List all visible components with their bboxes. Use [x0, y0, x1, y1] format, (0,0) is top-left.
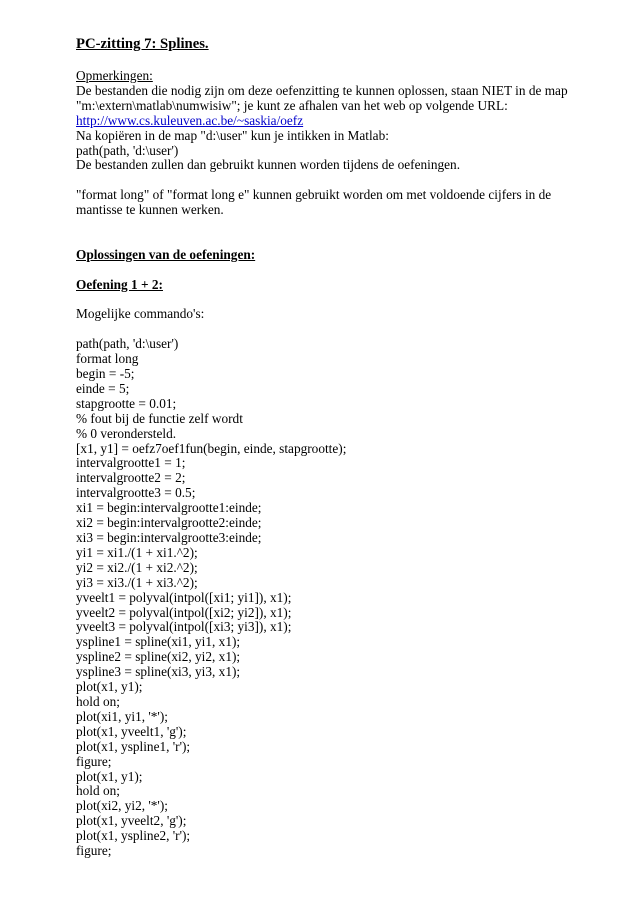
code-line: [x1, y1] = oefz7oef1fun(begin, einde, stapgrootte); [76, 440, 347, 456]
code-line: plot(x1, yspline2, 'r'); [76, 828, 191, 844]
code-line: stapgrootte = 0.01; [76, 395, 177, 411]
remarks-line: "m:\extern\matlab\numwisiw"; je kunt ze afhalen van het web op volgende URL: [76, 97, 508, 113]
code-line: xi2 = begin:intervalgrootte2:einde; [76, 515, 262, 531]
instruction-line: Na kopiëren in de map "d:\user" kun je intikken in Matlab: [76, 127, 389, 143]
code-line: yveelt1 = polyval(intpol([xi1; yi1]), x1); [76, 589, 292, 605]
solutions-heading: Oplossingen van de oefeningen: [76, 246, 256, 262]
code-line: yspline2 = spline(xi2, yi2, x1); [76, 649, 241, 665]
code-line: yi2 = xi2./(1 + xi2.^2); [76, 559, 198, 575]
code-line: plot(x1, y1); [76, 768, 143, 784]
code-line: einde = 5; [76, 380, 130, 396]
remarks-heading: Opmerkingen: [76, 68, 153, 83]
instruction-line: De bestanden zullen dan gebruikt kunnen worden tijdens de oefeningen. [76, 157, 461, 173]
code-line: yveelt3 = polyval(intpol([xi3; yi3]), x1); [76, 619, 292, 635]
code-line: plot(xi2, yi2, '*'); [76, 798, 168, 814]
code-line: path(path, 'd:\user') [76, 336, 179, 352]
code-line: hold on; [76, 783, 120, 799]
code-line: plot(xi1, yi1, '*'); [76, 708, 168, 724]
instruction-line: path(path, 'd:\user') [76, 142, 179, 158]
commands-intro: Mogelijke commando's: [76, 306, 205, 322]
code-line: intervalgrootte2 = 2; [76, 470, 186, 486]
exercise-heading: Oefening 1 + 2: [76, 276, 163, 292]
code-line: format long [76, 351, 139, 367]
download-url-link[interactable]: http://www.cs.kuleuven.ac.be/~saskia/oefz [76, 112, 304, 128]
code-line: plot(x1, yveelt1, 'g'); [76, 723, 187, 739]
code-line: % fout bij de functie zelf wordt [76, 410, 243, 426]
code-line: intervalgrootte1 = 1; [76, 455, 186, 471]
code-line: % 0 verondersteld. [76, 425, 177, 441]
document-title: PC-zitting 7: Splines. [76, 36, 209, 52]
code-line: intervalgrootte3 = 0.5; [76, 485, 196, 501]
code-line: yveelt2 = polyval(intpol([xi2; yi2]), x1); [76, 604, 292, 620]
code-line: figure; [76, 753, 112, 769]
document-page [76, 36, 616, 859]
code-line: begin = -5; [76, 366, 135, 382]
code-line: xi3 = begin:intervalgrootte3:einde; [76, 530, 262, 546]
code-line: yi3 = xi3./(1 + xi3.^2); [76, 574, 198, 590]
code-line: xi1 = begin:intervalgrootte1:einde; [76, 500, 262, 516]
code-line: plot(x1, yspline1, 'r'); [76, 738, 191, 754]
code-line: figure; [76, 843, 112, 859]
format-note-line: mantisse te kunnen werken. [76, 202, 224, 218]
format-note-line: "format long" of "format long e" kunnen gebruikt worden om met voldoende cijfers in de [76, 187, 552, 203]
code-line: plot(x1, yveelt2, 'g'); [76, 813, 187, 829]
code-block [76, 337, 616, 859]
code-line: hold on; [76, 693, 120, 709]
remarks-line: De bestanden die nodig zijn om deze oefenzitting te kunnen oplossen, staan NIET in de map [76, 82, 568, 98]
code-line: yspline3 = spline(xi3, yi3, x1); [76, 664, 241, 680]
code-line: yi1 = xi1./(1 + xi1.^2); [76, 544, 198, 560]
code-line: yspline1 = spline(xi1, yi1, x1); [76, 634, 241, 650]
code-line: plot(x1, y1); [76, 679, 143, 695]
